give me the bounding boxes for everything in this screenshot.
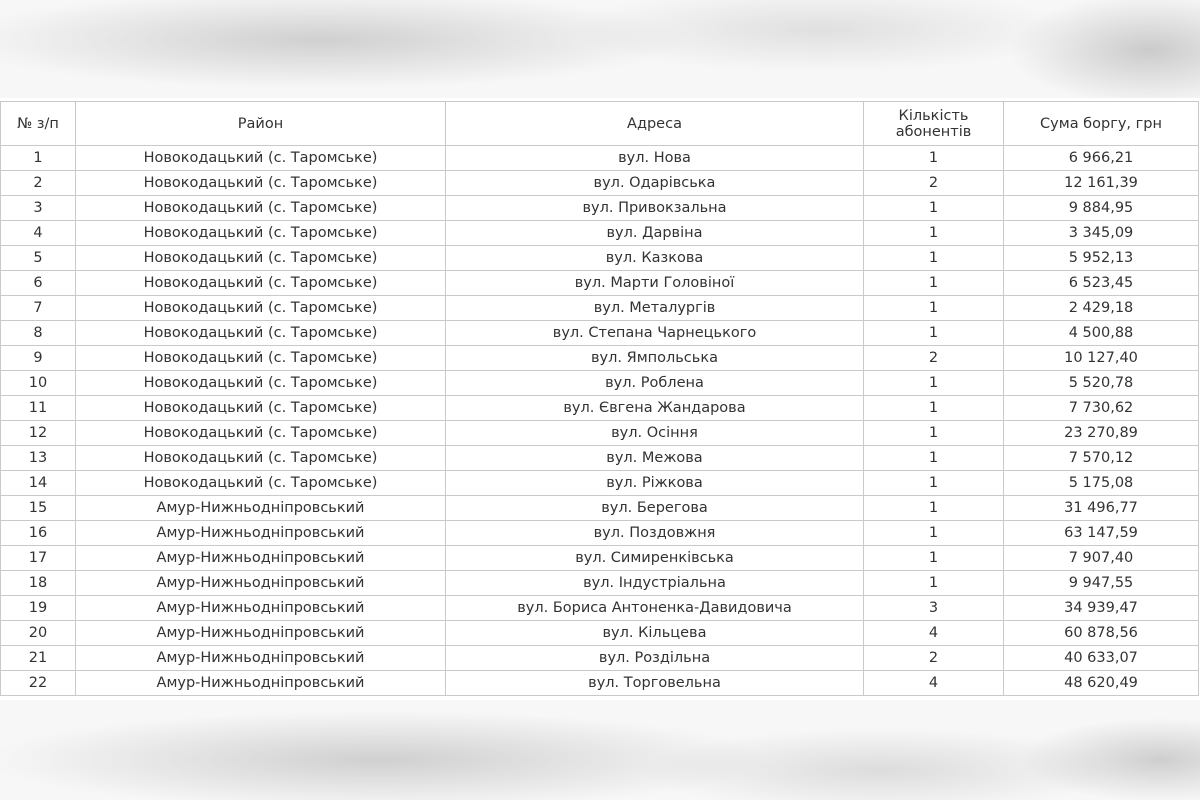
cell-number: 12 (1, 421, 76, 446)
cell-number: 6 (1, 271, 76, 296)
header-address: Адреса (446, 102, 864, 146)
cell-debt-sum: 60 878,56 (1004, 621, 1199, 646)
table-row (1, 496, 1199, 521)
cell-debt-sum: 34 939,47 (1004, 596, 1199, 621)
cell-subscribers: 1 (864, 321, 1004, 346)
cell-address: вул. Нова (446, 146, 864, 171)
table-row (1, 246, 1199, 271)
cell-address: вул. Дарвіна (446, 221, 864, 246)
cell-debt-sum: 23 270,89 (1004, 421, 1199, 446)
cell-number: 20 (1, 621, 76, 646)
header-district: Район (76, 102, 446, 146)
cell-subscribers: 1 (864, 446, 1004, 471)
cell-number: 14 (1, 471, 76, 496)
cell-address: вул. Берегова (446, 496, 864, 521)
cell-district: Новокодацький (с. Таромське) (76, 396, 446, 421)
table-row (1, 446, 1199, 471)
cell-subscribers: 2 (864, 646, 1004, 671)
cell-address: вул. Роздільна (446, 646, 864, 671)
cell-district: Новокодацький (с. Таромське) (76, 146, 446, 171)
cell-address: вул. Осіння (446, 421, 864, 446)
cell-subscribers: 1 (864, 396, 1004, 421)
cell-district: Новокодацький (с. Таромське) (76, 221, 446, 246)
cell-number: 17 (1, 546, 76, 571)
cell-debt-sum: 48 620,49 (1004, 671, 1199, 696)
cell-address: вул. Торговельна (446, 671, 864, 696)
cell-number: 22 (1, 671, 76, 696)
cell-debt-sum: 7 570,12 (1004, 446, 1199, 471)
cell-number: 10 (1, 371, 76, 396)
cell-subscribers: 1 (864, 571, 1004, 596)
header-subscribers: Кількість абонентів (864, 102, 1004, 146)
cell-number: 9 (1, 346, 76, 371)
cell-subscribers: 4 (864, 621, 1004, 646)
table-row (1, 346, 1199, 371)
table-row (1, 646, 1199, 671)
cell-subscribers: 4 (864, 671, 1004, 696)
cell-number: 18 (1, 571, 76, 596)
cell-number: 7 (1, 296, 76, 321)
table-row (1, 321, 1199, 346)
table-row (1, 146, 1199, 171)
cell-debt-sum: 3 345,09 (1004, 221, 1199, 246)
cell-district: Амур-Нижньодніпровський (76, 571, 446, 596)
table-row (1, 396, 1199, 421)
cell-address: вул. Євгена Жандарова (446, 396, 864, 421)
cell-debt-sum: 2 429,18 (1004, 296, 1199, 321)
cell-debt-sum: 5 952,13 (1004, 246, 1199, 271)
cell-subscribers: 1 (864, 421, 1004, 446)
cell-number: 2 (1, 171, 76, 196)
cell-subscribers: 2 (864, 171, 1004, 196)
cell-number: 19 (1, 596, 76, 621)
cell-address: вул. Ріжкова (446, 471, 864, 496)
cell-debt-sum: 4 500,88 (1004, 321, 1199, 346)
cell-debt-sum: 5 520,78 (1004, 371, 1199, 396)
header-number: № з/п (1, 102, 76, 146)
cell-address: вул. Степана Чарнецького (446, 321, 864, 346)
table-body (1, 146, 1199, 696)
cell-district: Амур-Нижньодніпровський (76, 496, 446, 521)
cell-district: Новокодацький (с. Таромське) (76, 346, 446, 371)
header-debt-sum: Сума боргу, грн (1004, 102, 1199, 146)
cell-district: Новокодацький (с. Таромське) (76, 371, 446, 396)
table-row (1, 571, 1199, 596)
table-row (1, 171, 1199, 196)
cell-number: 13 (1, 446, 76, 471)
cell-number: 4 (1, 221, 76, 246)
cell-number: 11 (1, 396, 76, 421)
cell-district: Амур-Нижньодніпровський (76, 646, 446, 671)
table-row (1, 221, 1199, 246)
cell-address: вул. Симиренківська (446, 546, 864, 571)
cell-number: 21 (1, 646, 76, 671)
cell-debt-sum: 5 175,08 (1004, 471, 1199, 496)
table-row (1, 671, 1199, 696)
cell-debt-sum: 10 127,40 (1004, 346, 1199, 371)
cell-debt-sum: 6 966,21 (1004, 146, 1199, 171)
cell-debt-sum: 7 907,40 (1004, 546, 1199, 571)
cell-subscribers: 1 (864, 521, 1004, 546)
cell-address: вул. Казкова (446, 246, 864, 271)
table-row (1, 421, 1199, 446)
cell-district: Новокодацький (с. Таромське) (76, 246, 446, 271)
cell-debt-sum: 9 884,95 (1004, 196, 1199, 221)
cell-subscribers: 1 (864, 246, 1004, 271)
cell-subscribers: 2 (864, 346, 1004, 371)
cell-address: вул. Індустріальна (446, 571, 864, 596)
cell-address: вул. Кільцева (446, 621, 864, 646)
cell-district: Новокодацький (с. Таромське) (76, 471, 446, 496)
cell-debt-sum: 40 633,07 (1004, 646, 1199, 671)
cell-number: 1 (1, 146, 76, 171)
table-row (1, 471, 1199, 496)
cell-subscribers: 1 (864, 221, 1004, 246)
cell-district: Новокодацький (с. Таромське) (76, 171, 446, 196)
table-row (1, 196, 1199, 221)
cell-subscribers: 1 (864, 371, 1004, 396)
cell-district: Амур-Нижньодніпровський (76, 546, 446, 571)
table-header-row (1, 102, 1199, 146)
cell-number: 5 (1, 246, 76, 271)
cell-district: Новокодацький (с. Таромське) (76, 421, 446, 446)
cell-subscribers: 1 (864, 496, 1004, 521)
cell-subscribers: 1 (864, 271, 1004, 296)
cell-subscribers: 3 (864, 596, 1004, 621)
cell-debt-sum: 63 147,59 (1004, 521, 1199, 546)
debt-table (0, 101, 1199, 696)
cell-subscribers: 1 (864, 296, 1004, 321)
cell-debt-sum: 7 730,62 (1004, 396, 1199, 421)
cell-number: 3 (1, 196, 76, 221)
cell-district: Новокодацький (с. Таромське) (76, 321, 446, 346)
cell-subscribers: 1 (864, 196, 1004, 221)
cell-address: вул. Одарівська (446, 171, 864, 196)
cell-address: вул. Межова (446, 446, 864, 471)
table-row (1, 596, 1199, 621)
cell-debt-sum: 9 947,55 (1004, 571, 1199, 596)
cell-address: вул. Бориса Антоненка-Давидовича (446, 596, 864, 621)
cell-number: 8 (1, 321, 76, 346)
cell-district: Амур-Нижньодніпровський (76, 596, 446, 621)
cell-district: Новокодацький (с. Таромське) (76, 271, 446, 296)
cell-address: вул. Привокзальна (446, 196, 864, 221)
cell-number: 16 (1, 521, 76, 546)
cell-subscribers: 1 (864, 146, 1004, 171)
document-sheet (0, 98, 1200, 700)
table-row (1, 621, 1199, 646)
table-row (1, 296, 1199, 321)
cell-district: Новокодацький (с. Таромське) (76, 296, 446, 321)
cell-number: 15 (1, 496, 76, 521)
cell-subscribers: 1 (864, 471, 1004, 496)
table-row (1, 546, 1199, 571)
cell-subscribers: 1 (864, 546, 1004, 571)
cell-debt-sum: 31 496,77 (1004, 496, 1199, 521)
cell-district: Новокодацький (с. Таромське) (76, 196, 446, 221)
cell-address: вул. Металургів (446, 296, 864, 321)
cell-address: вул. Марти Головіної (446, 271, 864, 296)
cell-debt-sum: 6 523,45 (1004, 271, 1199, 296)
cell-district: Амур-Нижньодніпровський (76, 521, 446, 546)
cell-district: Амур-Нижньодніпровський (76, 671, 446, 696)
table-row (1, 521, 1199, 546)
cell-address: вул. Роблена (446, 371, 864, 396)
cell-debt-sum: 12 161,39 (1004, 171, 1199, 196)
cell-address: вул. Поздовжня (446, 521, 864, 546)
cell-address: вул. Ямпольська (446, 346, 864, 371)
cell-district: Амур-Нижньодніпровський (76, 621, 446, 646)
table-row (1, 271, 1199, 296)
table-row (1, 371, 1199, 396)
cell-district: Новокодацький (с. Таромське) (76, 446, 446, 471)
